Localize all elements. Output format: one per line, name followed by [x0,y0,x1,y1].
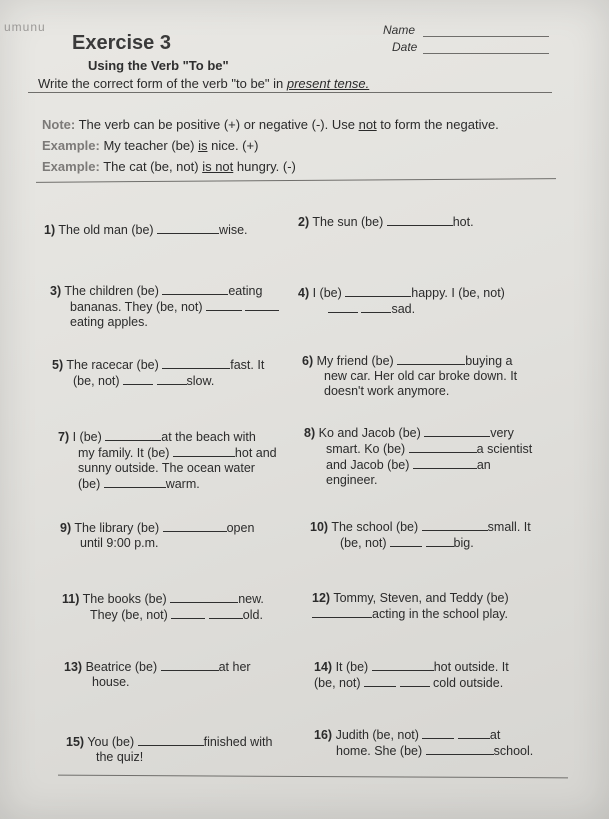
name-label: Name [383,23,416,37]
question-text: cold outside. [433,676,504,690]
exercise-subtitle: Using the Verb "To be" [88,58,229,73]
question-number: 8) [304,426,316,440]
example-2-b: hungry. (-) [233,159,296,174]
question-text: The school (be) [331,520,422,534]
answer-blank[interactable] [173,445,235,457]
question-text: open [226,521,255,535]
question-number: 13) [64,660,83,674]
answer-blank[interactable] [364,675,396,687]
question-text: The library (be) [74,521,163,535]
question-number: 5) [52,358,64,372]
question-number: 9) [60,521,72,535]
answer-blank[interactable] [209,607,243,619]
footer-divider [58,775,568,779]
question-10 [310,519,531,551]
question-text: The children (be) [64,284,163,298]
corner-mark: umunu [4,20,46,34]
example-2-a: The cat (be, not) [103,159,203,174]
question-text: The old man (be) [58,223,158,237]
question-1 [44,222,248,238]
answer-blank[interactable] [426,535,454,547]
question-text: wise. [219,223,248,237]
answer-blank[interactable] [206,299,242,311]
answer-blank[interactable] [458,727,490,739]
question-5 [52,357,264,389]
question-text: It (be) [335,660,372,674]
question-text: big. [453,536,474,550]
answer-blank[interactable] [413,457,477,469]
question-number: 6) [302,354,314,368]
question-text: small. It [487,520,531,534]
question-text: The sun (be) [312,215,387,229]
question-14 [314,659,509,691]
question-text: warm. [165,477,200,491]
answer-blank[interactable] [163,520,227,532]
answer-blank[interactable] [162,357,230,369]
answer-blank[interactable] [162,283,228,295]
header-divider [28,92,552,93]
question-text: school. [493,744,534,758]
question-text: hot and [234,446,277,460]
instruction-text [38,76,369,91]
question-text: buying a [465,354,513,368]
question-4 [298,285,505,317]
question-number: 11) [62,592,80,606]
notes-divider [36,178,556,183]
answer-blank[interactable] [426,743,494,755]
question-text: bananas. They (be, not) [70,300,206,314]
question-text: new car. Her old car broke down. It [324,369,518,383]
question-text: Beatrice (be) [85,660,161,674]
question-text: sunny outside. The ocean water [78,461,255,475]
question-text: happy. I (be, not) [411,286,505,300]
question-text: Judith (be, not) [335,728,423,742]
answer-blank[interactable] [312,606,372,618]
question-text: and Jacob (be) [326,458,413,472]
question-text: You (be) [87,735,138,749]
note-line [42,117,499,132]
example-2-isnot: is not [202,159,234,174]
question-number: 14) [314,660,333,674]
question-text: engineer. [326,473,378,487]
example-1 [42,138,258,153]
question-3 [50,283,279,330]
question-12 [312,591,509,622]
question-text: new. [238,592,264,606]
question-11 [62,591,264,623]
answer-blank[interactable] [105,429,161,441]
question-text: My friend (be) [316,354,398,368]
answer-blank[interactable] [245,299,279,311]
question-text: old. [242,608,263,622]
question-9 [60,520,254,551]
question-text: the quiz! [96,750,144,764]
question-text: house. [92,675,130,689]
answer-blank[interactable] [345,285,411,297]
question-number: 1) [44,223,56,237]
date-line[interactable] [423,53,549,54]
answer-blank[interactable] [400,675,430,687]
question-text: acting in the school play. [372,607,508,621]
question-8 [304,425,532,488]
question-text: Tommy, Steven, and Teddy (be) [333,591,509,605]
question-text: finished with [203,735,273,749]
question-number: 12) [312,591,331,605]
answer-blank[interactable] [422,519,488,531]
example-2 [42,159,296,174]
instruction-prefix: Write the correct form of the verb "to be" in [38,76,287,91]
question-13 [64,659,251,690]
answer-blank[interactable] [422,727,454,739]
answer-blank[interactable] [138,734,204,746]
question-6 [302,353,517,399]
example-2-label: Example: [42,159,100,174]
question-text: at the beach with [161,430,256,444]
answer-blank[interactable] [104,476,166,488]
question-7 [58,429,277,492]
answer-blank[interactable] [361,301,391,313]
question-text: eating [228,284,263,298]
example-1-is: is [198,138,208,153]
question-text: until 9:00 p.m. [80,536,159,550]
answer-blank[interactable] [387,214,453,226]
example-1-a: My teacher (be) [103,138,199,153]
question-text: home. She (be) [336,744,426,758]
answer-blank[interactable] [424,425,490,437]
question-text: (be, not) [73,374,124,388]
question-text: (be, not) [314,676,365,690]
question-text: The books (be) [82,592,171,606]
answer-blank[interactable] [123,373,153,385]
answer-blank[interactable] [161,659,219,671]
question-text: The racecar (be) [66,358,163,372]
answer-blank[interactable] [171,607,205,619]
name-line[interactable] [423,36,549,37]
question-number: 3) [50,284,62,298]
question-text: (be) [78,477,104,491]
instruction-emph: present tense. [286,76,370,91]
question-text: eating apples. [70,315,148,329]
question-text: They (be, not) [90,608,172,622]
question-text: smart. Ko (be) [326,442,409,456]
note-text-b: to form the negative. [376,117,499,132]
question-text: fast. It [230,358,265,372]
exercise-title: Exercise 3 [72,32,171,54]
note-label: Note: [42,117,76,132]
answer-blank[interactable] [409,441,477,453]
question-text: an [476,458,491,472]
question-text: sad. [391,302,416,316]
question-number: 15) [66,735,85,749]
example-1-label: Example: [42,138,100,153]
question-text: slow. [186,374,215,388]
note-not: not [358,117,377,132]
answer-blank[interactable] [157,222,219,234]
answer-blank[interactable] [390,535,422,547]
question-number: 10) [310,520,329,534]
question-text: (be, not) [340,536,391,550]
question-text: at [489,728,501,742]
question-text: my family. It (be) [78,446,173,460]
question-text: hot outside. It [433,660,509,674]
question-16 [314,727,533,759]
answer-blank[interactable] [372,659,434,671]
answer-blank[interactable] [328,301,358,313]
question-text: at her [218,660,251,674]
note-text-a: The verb can be positive (+) or negative (-). Use [78,117,359,132]
question-text: very [490,426,514,440]
date-label: Date [392,40,418,54]
question-number: 4) [298,286,310,300]
question-text: Ko and Jacob (be) [318,426,425,440]
example-1-b: nice. (+) [207,138,259,153]
answer-blank[interactable] [170,591,238,603]
question-2 [298,214,474,230]
question-text: hot. [452,215,474,229]
question-number: 2) [298,215,310,229]
question-number: 16) [314,728,333,742]
answer-blank[interactable] [157,373,187,385]
question-15 [66,734,272,765]
question-text: doesn't work anymore. [324,384,450,398]
question-text: I (be) [72,430,106,444]
question-text: a scientist [476,442,533,456]
answer-blank[interactable] [397,353,465,365]
question-text: I (be) [312,286,346,300]
question-number: 7) [58,430,70,444]
